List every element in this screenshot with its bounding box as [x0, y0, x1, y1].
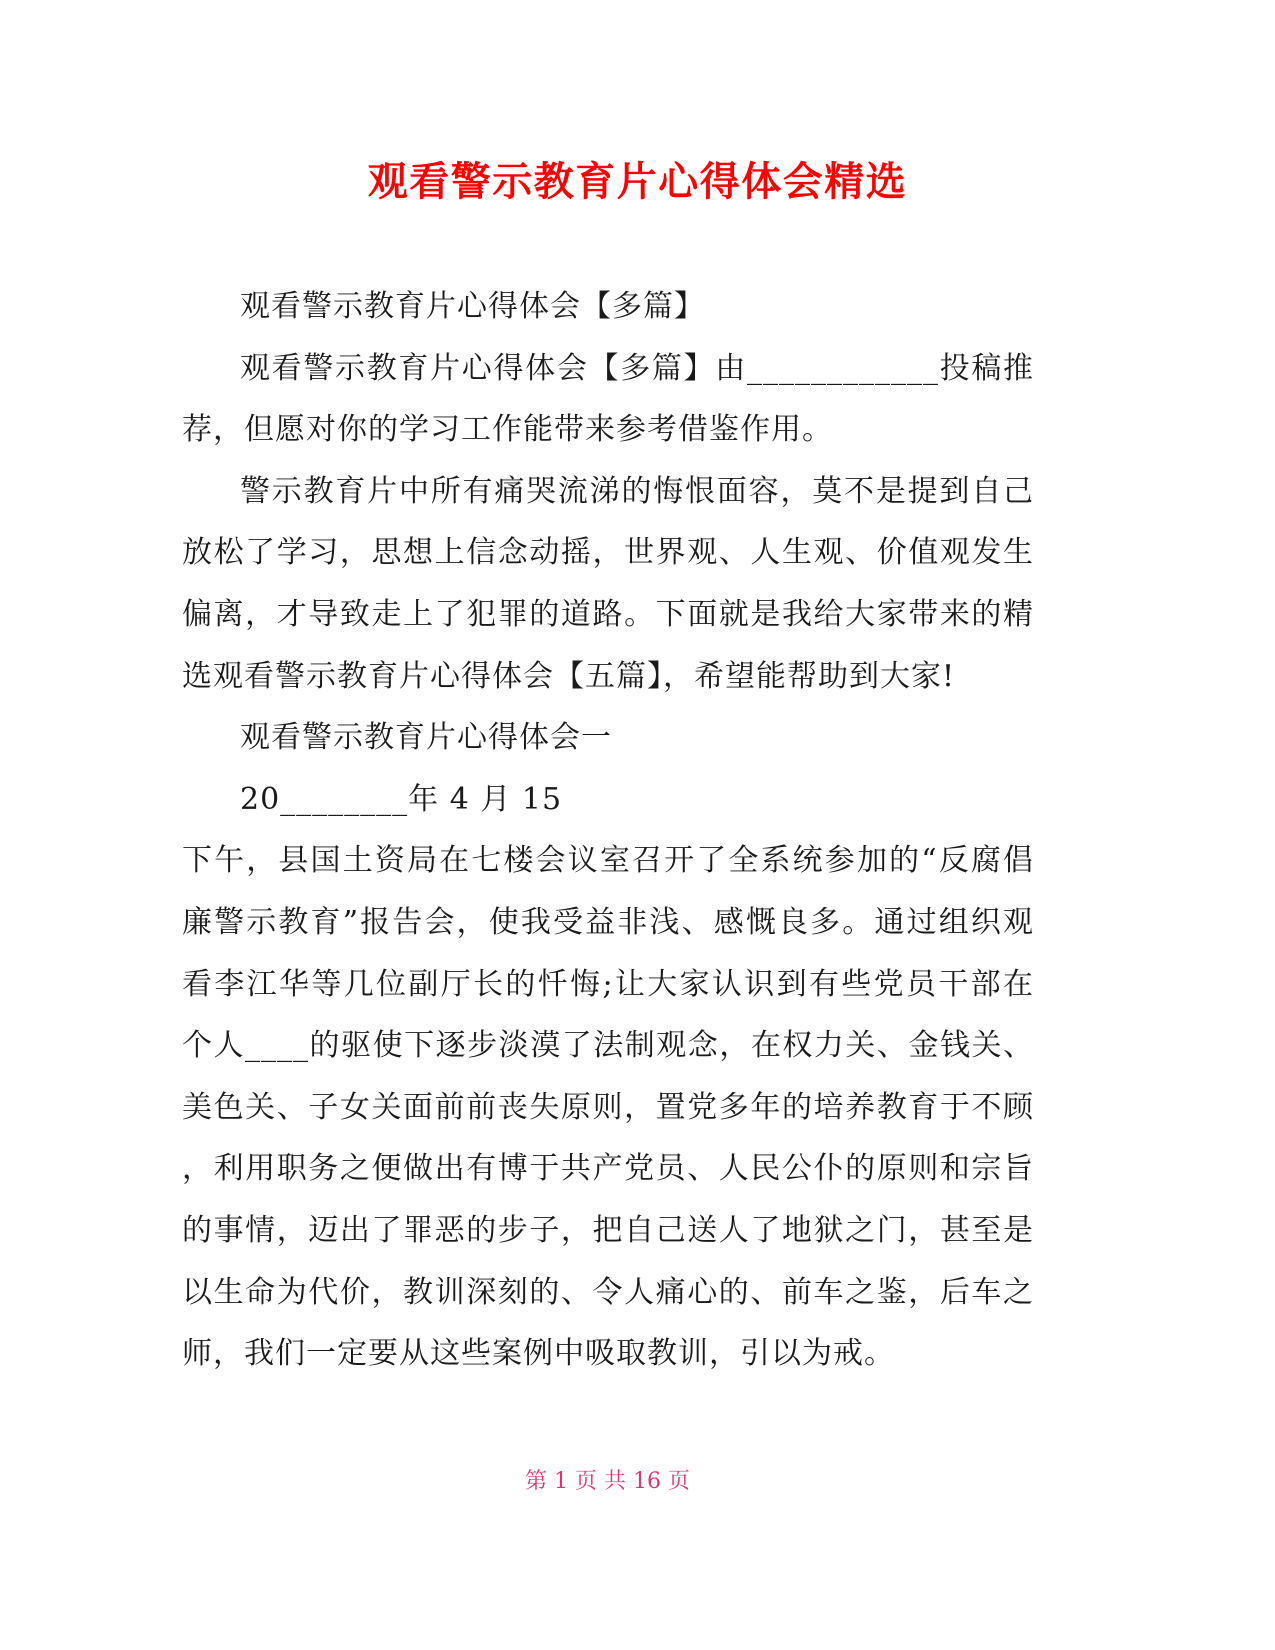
page-number-footer: 第 1 页 共 16 页 [525, 1469, 690, 1494]
paragraph-line: 放松了学习，思想上信念动摇，世界观、人生观、价值观发生 [182, 535, 1034, 571]
paragraph-line: 警示教育片中所有痛哭流涕的悔恨面容，莫不是提到自己 [240, 473, 1034, 509]
paragraph-line: 荐，但愿对你的学习工作能带来参考借鉴作用。 [182, 412, 833, 448]
document-body [182, 276, 1034, 1385]
section-heading: 观看警示教育片心得体会一 [240, 720, 612, 756]
paragraph-line: 下午，县国土资局在七楼会议室召开了全系统参加的“反腐倡 [182, 843, 1034, 879]
paragraph-line: 以生命为代价，教训深刻的、令人痛心的、前车之鉴，后车之 [182, 1274, 1034, 1310]
paragraph-line: 师，我们一定要从这些案例中吸取教训，引以为戒。 [182, 1336, 895, 1372]
paragraph-line: ，利用职务之便做出有博于共产党员、人民公仆的原则和宗旨 [182, 1151, 1034, 1187]
paragraph-line: 美色关、子女关面前前丧失原则，置党多年的培养教育于不顾 [182, 1089, 1034, 1125]
paragraph-line: 选观看警示教育片心得体会【五篇】，希望能帮助到大家! [182, 658, 956, 694]
paragraph-line: 廉警示教育”报告会，使我受益非浅、感慨良多。通过组织观 [182, 904, 1034, 940]
paragraph-line: 20________年 4 月 15 [240, 781, 563, 817]
paragraph-line: 的事情，迈出了罪恶的步子，把自己送人了地狱之门，甚至是 [182, 1212, 1034, 1248]
page-title: 观看警示教育片心得体会精选 [367, 159, 908, 205]
paragraph-line: 偏离，才导致走上了犯罪的道路。下面就是我给大家带来的精 [182, 596, 1034, 632]
paragraph-line: 观看警示教育片心得体会【多篇】由____________投稿推 [240, 350, 1034, 386]
paragraph-line: 观看警示教育片心得体会【多篇】 [240, 289, 705, 324]
paragraph-line: 看李江华等几位副厅长的忏悔;让大家认识到有些党员干部在 [182, 966, 1034, 1002]
paragraph-line: 个人____的驱使下逐步淡漠了法制观念，在权力关、金钱关、 [182, 1028, 1034, 1064]
